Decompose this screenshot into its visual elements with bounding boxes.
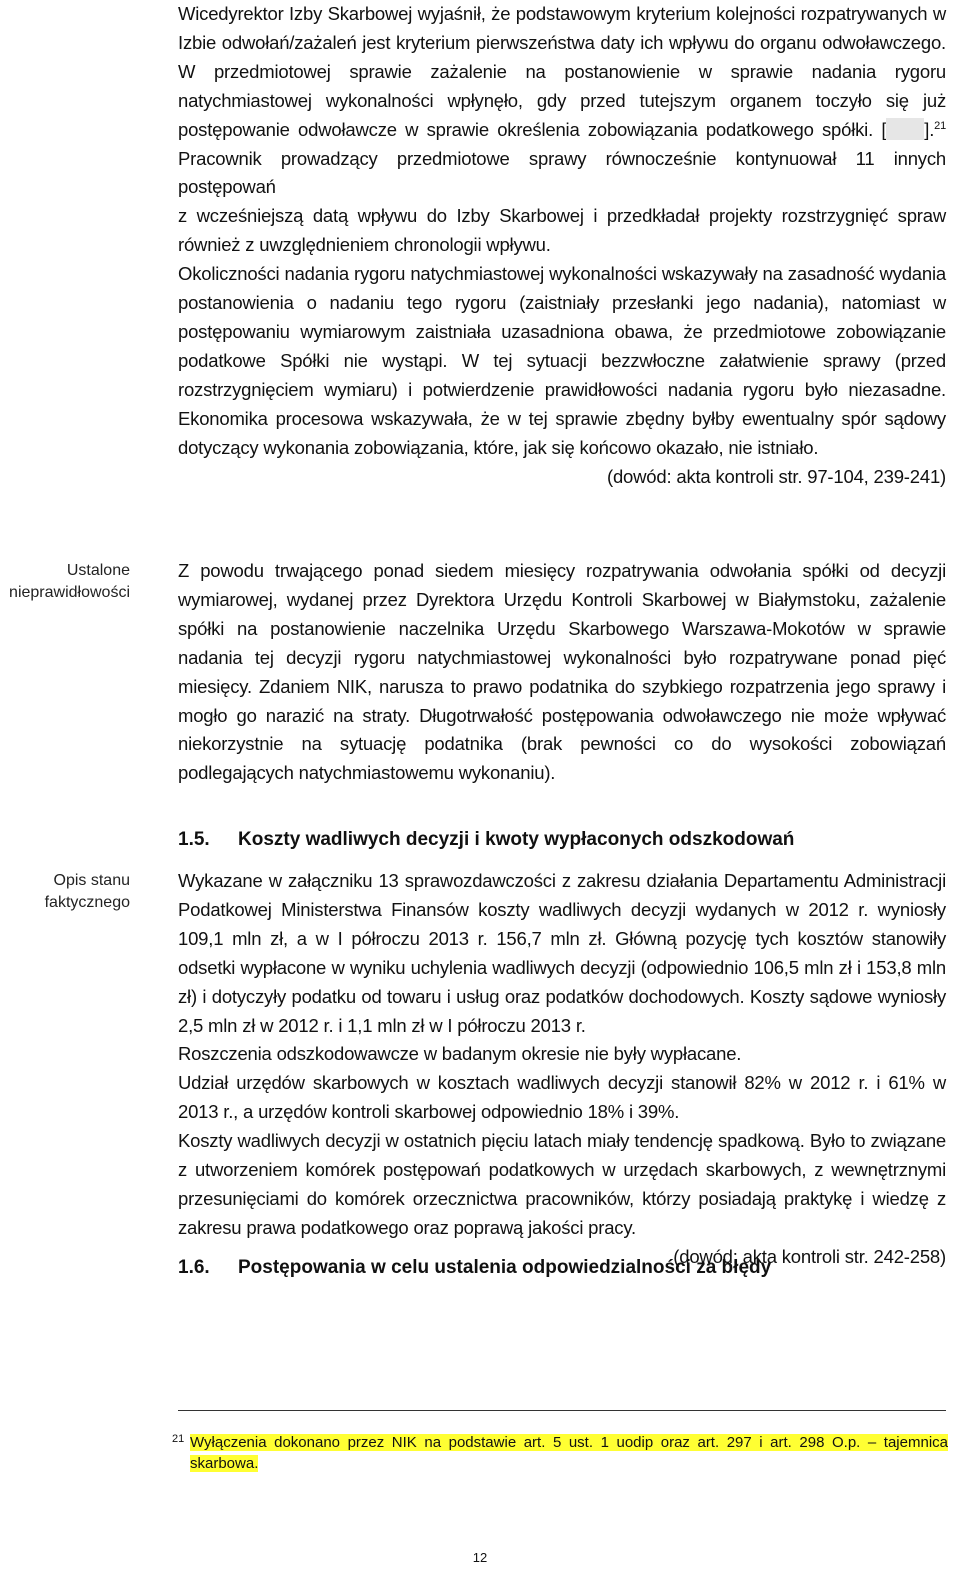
heading-number: 1.5. — [178, 829, 210, 850]
page-number: 12 — [472, 1550, 488, 1565]
paragraph: Udział urzędów skarbowych w kosztach wadliwych decyzji stanowił 82% w 2012 r. i 61% w 2013 r., a urzędów kontroli skarbowej odpowiednio 18% i 39%. — [178, 1072, 946, 1123]
redaction-close: ]. — [924, 118, 935, 140]
costs-block — [178, 867, 946, 1272]
margin-label-irregularities: Ustalone nieprawidłowości — [9, 562, 130, 601]
footnote-body — [190, 1432, 948, 1474]
section-heading-1-5 — [178, 826, 946, 854]
paragraph: Roszczenia odszkodowawcze w badanym okresie nie były wypłacane. — [178, 1043, 742, 1065]
evidence-reference: (dowód: akta kontroli str. 242-258) — [673, 1245, 946, 1267]
explanation-continuation: Pracownik prowadzący przedmiotowe sprawy równocześnie kontynuował 11 innych postępowań — [178, 147, 946, 198]
paragraph: Z powodu trwającego ponad siedem miesięcy rozpatrywania odwołania spółki od decyzji wymiarowej, wydanej przez Dyrektora Urzędu Kontroli Skarbowej w Białymstoku, zażalenie spółki na postanowienie naczelnika Urzędu Skarbowego Warszawa-Mokotów w sprawie nadania tej decyzji rygoru natychmiastowej wykonalności było rozpatrywane ponad pięć miesięcy. Zdaniem NIK, narusza to prawo podatnika do szybkiego rozpatrzenia jego sprawy i mogło go narazić na straty. Długotrwałość postępowania odwoławczego nie może wpływać niekorzystnie na sytuację podatnika (brak pewności co do wysokości zobowiązań podlegających natychmiastowemu wykonaniu). — [178, 560, 946, 784]
paragraph: Koszty wadliwych decyzji w ostatnich pięciu latach miały tendencję spadkową. Było to związane z utworzeniem komórek postępowań podatkowych w urzędach skarbowych, z wewnętrznymi przesunięciami do komórek orzecznictwa pracowników, którzy posiadają praktykę i wiedzę z zakresu prawa podatkowego oraz poprawą jakości pracy. — [178, 1130, 946, 1238]
irregularities-block — [178, 557, 946, 788]
evidence-reference: (dowód: akta kontroli str. 97-104, 239-241) — [607, 465, 946, 487]
footnote — [172, 1432, 948, 1474]
heading-number: 1.6. — [178, 1257, 210, 1278]
explanation-block — [178, 0, 946, 491]
heading-title: Koszty wadliwych decyzji i kwoty wypłaconych odszkodowań — [238, 829, 795, 850]
margin-label-facts: Opis stanu faktycznego — [44, 872, 130, 911]
footnote-ref[interactable]: 21 — [934, 119, 946, 132]
redaction-open: [ — [881, 118, 887, 140]
section-heading-1-6 — [178, 1254, 946, 1282]
footnote-separator — [178, 1410, 946, 1411]
explanation-paragraph — [178, 0, 946, 202]
paragraph: Okoliczności nadania rygoru natychmiastowej wykonalności wskazywały na zasadność wydania postanowienia o nadaniu tego rygoru (zaistniały przesłanki jego nadania), natomiast w postępowaniu wymiarowym zaistniała uzasadniona obawa, że przedmiotowe zobowiązanie podatkowe Spółki nie wystąpi. W tej sytuacji bezzwłoczne załatwienie sprawy (przed rozstrzygnięciem wymiaru) i potwierdzenie prawidłowości nadania rygoru było niezasadne. Ekonomika procesowa wskazywała, że w tej sprawie zbędny byłby ewentualny spór sądowy dotyczący wykonania zobowiązania, które, jak się końcowo okazało, nie istniało. — [178, 263, 946, 458]
footnote-text: Wyłączenia dokonano przez NIK na podstawie art. 5 ust. 1 uodip oraz art. 297 i art. 298 O.p. – tajemnica skarbowa. — [190, 1434, 948, 1472]
explanation-text: Wicedyrektor Izby Skarbowej wyjaśnił, że podstawowym kryterium kolejności rozpatrywanych w Izbie odwołań/zażaleń jest kryterium pierwszeństwa daty ich wpływu do organu odwoławczego. W przedmiotowej sprawie zażalenie na postanowienie w sprawie nadania rygoru natychmiastowej wykonalności wpłynęło, gdy przed tutejszym organem toczyło się już postępowanie odwoławcze w sprawie określenia zobowiązania podatkowego spółki. — [178, 3, 946, 140]
heading-title: Postępowania w celu ustalenia odpowiedzialności za błędy — [238, 1257, 772, 1278]
redacted-text — [886, 118, 924, 140]
paragraph: Wykazane w załączniku 13 sprawozdawczości z zakresu działania Departamentu Administracji Podatkowej Ministerstwa Finansów koszty wadliwych decyzji wydanych w 2012 r. wyniosły 109,1 mln zł, a w I półroczu 2013 r. 156,7 mln zł. Główną pozycję tych kosztów stanowiły odsetki wypłacone w wyniku uchylenia wadliwych decyzji (odpowiednio 106,5 mln zł i 153,8 mln zł) i dotyczyły podatku od towaru i usług oraz podatków dochodowych. Koszty sądowe wyniosły 2,5 mln zł w 2012 r. i 1,1 mln zł w I półroczu 2013 r. — [178, 870, 946, 1036]
paragraph: z wcześniejszą datą wpływu do Izby Skarbowej i przedkładał projekty rozstrzygnięć spraw również z uwzględnieniem chronologii wpływu. — [178, 205, 946, 256]
footnote-number: 21 — [172, 1433, 185, 1445]
